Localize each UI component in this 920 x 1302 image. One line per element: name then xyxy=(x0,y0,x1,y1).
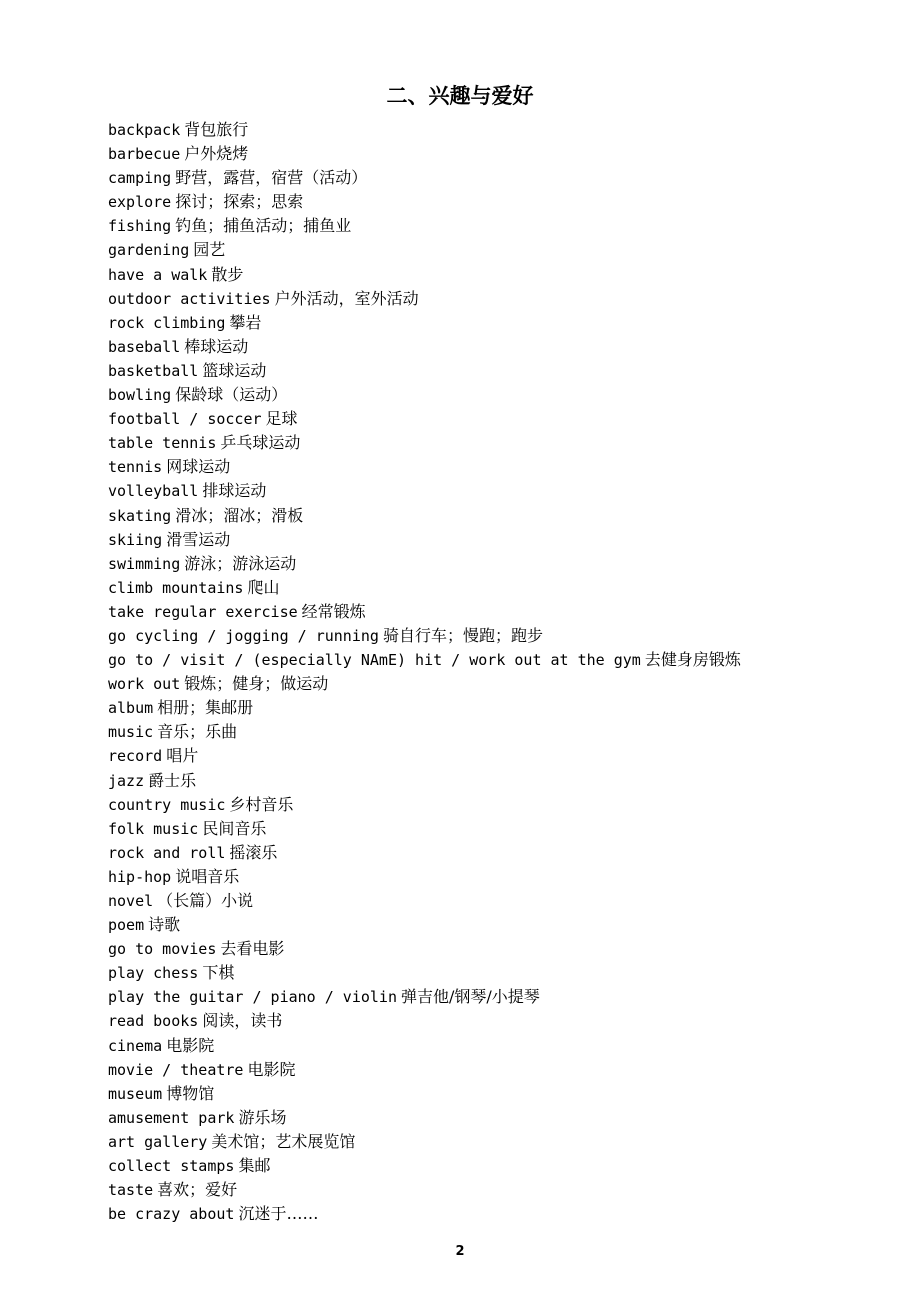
vocab-chinese: 去看电影 xyxy=(220,939,285,959)
vocab-english: art gallery xyxy=(108,1132,208,1151)
vocab-chinese: 滑雪运动 xyxy=(166,529,231,549)
vocab-item xyxy=(108,841,868,865)
vocab-item xyxy=(108,407,868,431)
vocab-item xyxy=(108,190,868,214)
vocab-item xyxy=(108,1106,868,1130)
vocab-item xyxy=(108,552,868,576)
vocab-chinese: 相册；集邮册 xyxy=(157,698,254,718)
vocab-chinese: 集邮 xyxy=(238,1156,271,1176)
vocab-english: rock and roll xyxy=(108,843,226,862)
vocab-item xyxy=(108,1034,868,1058)
vocab-item xyxy=(108,696,868,720)
vocab-item xyxy=(108,624,868,648)
vocab-list xyxy=(108,118,868,1226)
vocab-chinese: 爬山 xyxy=(247,577,280,597)
vocab-item xyxy=(108,889,868,913)
vocab-item xyxy=(108,311,868,335)
vocab-chinese: 爵士乐 xyxy=(148,770,197,790)
vocab-item xyxy=(108,383,868,407)
vocab-chinese: 电影院 xyxy=(166,1035,215,1055)
vocab-chinese: 网球运动 xyxy=(166,457,231,477)
vocab-chinese: 民间音乐 xyxy=(202,818,267,838)
vocab-chinese: 探讨；探索；思索 xyxy=(175,192,304,212)
vocab-item xyxy=(108,865,868,889)
vocab-chinese: 沉迷于…… xyxy=(238,1204,319,1224)
vocab-chinese: 乡村音乐 xyxy=(229,794,294,814)
vocab-english: volleyball xyxy=(108,482,199,501)
vocab-item xyxy=(108,455,868,479)
vocab-english: tennis xyxy=(108,458,163,477)
vocab-chinese: 诗歌 xyxy=(148,915,181,935)
vocab-chinese: 博物馆 xyxy=(166,1083,215,1103)
vocab-english: outdoor activities xyxy=(108,289,271,308)
vocab-english: climb mountains xyxy=(108,578,244,597)
vocab-english: country music xyxy=(108,795,226,814)
vocab-chinese: 喜欢；爱好 xyxy=(157,1180,238,1200)
vocab-item xyxy=(108,576,868,600)
vocab-english: go to movies xyxy=(108,940,217,959)
vocab-english: bowling xyxy=(108,386,172,405)
vocab-chinese: 钓鱼；捕鱼活动；捕鱼业 xyxy=(175,216,352,236)
vocab-item xyxy=(108,600,868,624)
vocab-chinese: 篮球运动 xyxy=(202,360,267,380)
vocab-item xyxy=(108,744,868,768)
vocab-item xyxy=(108,1082,868,1106)
vocab-english: fishing xyxy=(108,217,172,236)
vocab-english: go to / visit / (especially NAmE) hit / work out at the gym xyxy=(108,651,641,670)
vocab-chinese: 唱片 xyxy=(166,746,199,766)
vocab-chinese: 说唱音乐 xyxy=(175,866,240,886)
vocab-chinese: 电影院 xyxy=(247,1059,296,1079)
vocab-chinese: 阅读，读书 xyxy=(202,1011,283,1031)
vocab-item xyxy=(108,287,868,311)
vocab-item xyxy=(108,335,868,359)
vocab-english: hip-hop xyxy=(108,867,172,886)
vocab-chinese: 背包旅行 xyxy=(184,120,249,139)
vocab-item xyxy=(108,793,868,817)
vocab-item xyxy=(108,1009,868,1033)
vocab-item xyxy=(108,359,868,383)
vocab-item xyxy=(108,648,868,672)
vocab-english: play chess xyxy=(108,964,199,983)
vocab-english: amusement park xyxy=(108,1108,235,1127)
vocab-item xyxy=(108,118,868,142)
vocab-item xyxy=(108,238,868,262)
vocab-item xyxy=(108,913,868,937)
vocab-item xyxy=(108,1154,868,1178)
vocab-chinese: 保龄球（运动） xyxy=(175,385,288,405)
vocab-chinese: 游泳；游泳运动 xyxy=(184,553,297,573)
vocab-english: explore xyxy=(108,193,172,212)
vocab-item xyxy=(108,672,868,696)
vocab-english: taste xyxy=(108,1181,154,1200)
vocab-chinese: 骑自行车；慢跑；跑步 xyxy=(382,625,543,645)
vocab-item xyxy=(108,166,868,190)
vocab-english: museum xyxy=(108,1084,163,1103)
vocab-item xyxy=(108,937,868,961)
vocab-english: jazz xyxy=(108,771,145,790)
vocab-item xyxy=(108,528,868,552)
vocab-item xyxy=(108,1130,868,1154)
vocab-english: basketball xyxy=(108,361,199,380)
vocab-english: cinema xyxy=(108,1036,163,1055)
vocab-chinese: 美术馆；艺术展览馆 xyxy=(211,1131,356,1151)
vocab-english: play the guitar / piano / violin xyxy=(108,988,397,1007)
vocab-chinese: 野营，露营，宿营（活动） xyxy=(175,168,368,188)
vocab-english: novel xyxy=(108,892,154,910)
vocab-item xyxy=(108,263,868,287)
vocab-chinese: 游乐场 xyxy=(238,1107,287,1127)
vocab-english: go cycling / jogging / running xyxy=(108,626,379,645)
vocab-item xyxy=(108,961,868,985)
vocab-item xyxy=(108,817,868,841)
vocab-english: movie / theatre xyxy=(108,1060,244,1079)
vocab-english: backpack xyxy=(108,121,181,139)
vocab-english: gardening xyxy=(108,241,190,260)
vocab-item xyxy=(108,431,868,455)
vocab-english: rock climbing xyxy=(108,313,226,332)
vocab-item xyxy=(108,504,868,528)
vocab-english: swimming xyxy=(108,554,181,573)
vocab-chinese: 经常锻炼 xyxy=(301,601,366,621)
vocab-chinese: 乒乓球运动 xyxy=(220,433,301,453)
vocab-english: album xyxy=(108,699,154,718)
vocab-chinese: 户外烧烤 xyxy=(184,144,249,164)
vocab-english: music xyxy=(108,723,154,742)
vocab-english: be crazy about xyxy=(108,1205,235,1224)
vocab-item xyxy=(108,1202,868,1226)
vocab-item xyxy=(108,769,868,793)
vocab-english: have a walk xyxy=(108,265,208,284)
vocab-chinese: 滑冰；溜冰；滑板 xyxy=(175,505,304,525)
vocab-item xyxy=(108,720,868,744)
vocab-chinese: 弹吉他/钢琴/小提琴 xyxy=(400,987,540,1007)
vocab-item xyxy=(108,985,868,1009)
vocab-english: football / soccer xyxy=(108,410,262,429)
vocab-chinese: 攀岩 xyxy=(229,312,262,332)
vocab-english: work out xyxy=(108,675,181,694)
vocab-english: table tennis xyxy=(108,434,217,453)
vocab-chinese: 足球 xyxy=(265,409,298,429)
vocab-item xyxy=(108,1058,868,1082)
vocab-english: folk music xyxy=(108,819,199,838)
vocab-chinese: 下棋 xyxy=(202,963,235,983)
vocab-chinese: 去健身房锻炼 xyxy=(644,650,741,670)
page-number: 2 xyxy=(455,1244,465,1259)
vocab-item xyxy=(108,142,868,166)
vocab-english: skiing xyxy=(108,530,163,549)
vocab-chinese: 园艺 xyxy=(193,240,226,260)
vocab-english: take regular exercise xyxy=(108,602,298,621)
vocab-english: skating xyxy=(108,506,172,525)
vocab-chinese: 散步 xyxy=(211,264,244,284)
vocab-english: collect stamps xyxy=(108,1157,235,1176)
vocab-chinese: 排球运动 xyxy=(202,481,267,501)
vocab-english: baseball xyxy=(108,337,181,356)
vocab-english: read books xyxy=(108,1012,199,1031)
vocab-english: barbecue xyxy=(108,145,181,164)
vocab-chinese: 户外活动，室外活动 xyxy=(274,288,419,308)
vocab-item xyxy=(108,1178,868,1202)
vocab-english: poem xyxy=(108,916,145,935)
page-title: 二、兴趣与爱好 xyxy=(386,84,534,108)
vocab-chinese: 摇滚乐 xyxy=(229,842,278,862)
vocab-chinese: 音乐；乐曲 xyxy=(157,722,238,742)
vocab-item xyxy=(108,214,868,238)
vocab-chinese: 棒球运动 xyxy=(184,336,249,356)
vocab-chinese: （长篇）小说 xyxy=(157,891,254,910)
vocab-item xyxy=(108,479,868,503)
vocab-english: camping xyxy=(108,169,172,188)
vocab-chinese: 锻炼；健身；做运动 xyxy=(184,674,329,694)
vocab-english: record xyxy=(108,747,163,766)
